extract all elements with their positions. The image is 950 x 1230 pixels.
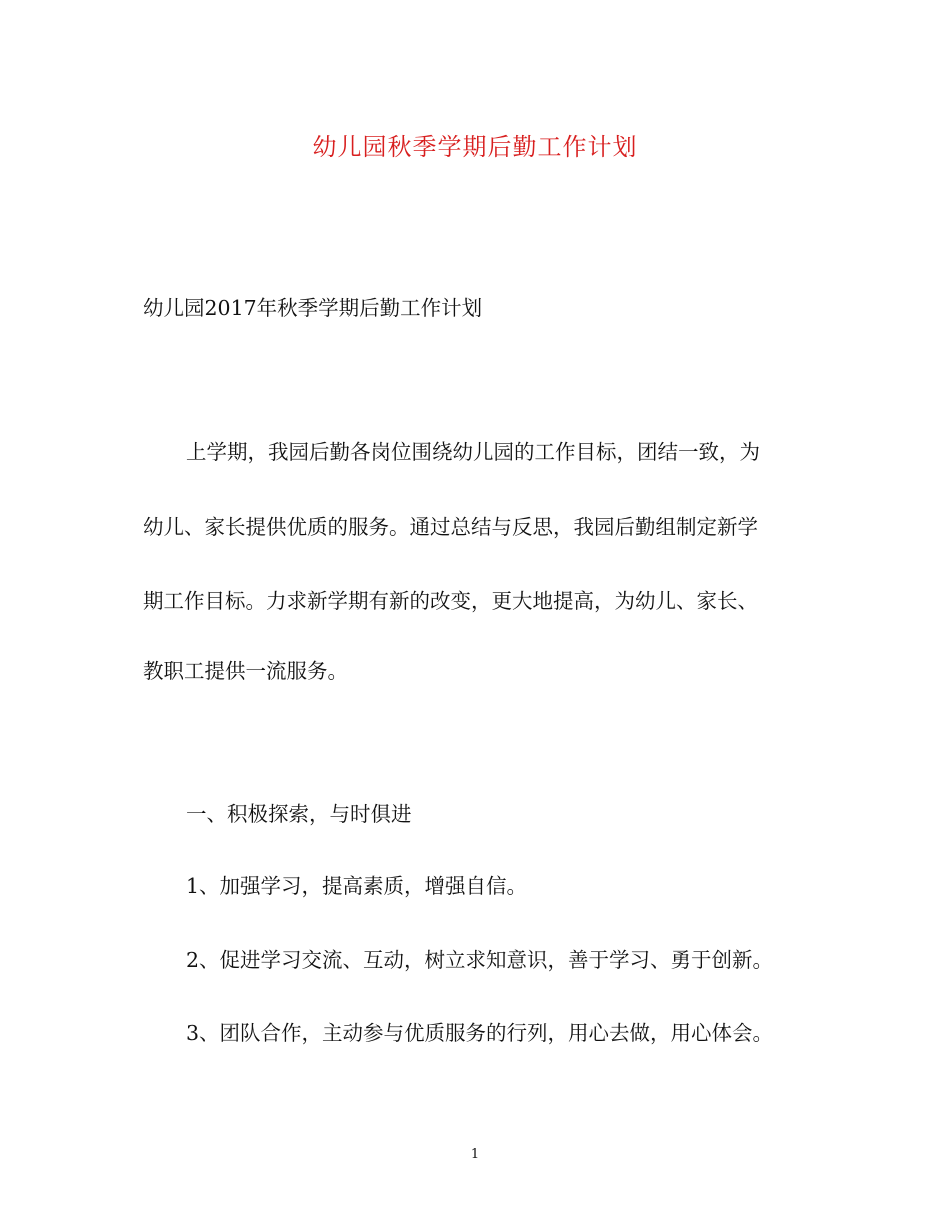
intro-line-3: 期工作目标。力求新学期有新的改变，更大地提高，为幼儿、家长、 xyxy=(143,589,758,613)
list-item-1: 1、加强学习，提高素质，增强自信。 xyxy=(186,874,528,898)
page-number: 1 xyxy=(470,1147,480,1162)
list-item-2: 2、促进学习交流、互动，树立求知意识，善于学习、勇于创新。 xyxy=(186,948,774,972)
section-heading: 一、积极探索，与时俱进 xyxy=(186,802,412,826)
intro-line-1: 上学期，我园后勤各岗位围绕幼儿园的工作目标，团结一致，为 xyxy=(186,440,760,464)
intro-line-2: 幼儿、家长提供优质的服务。通过总结与反思，我园后勤组制定新学 xyxy=(143,515,758,539)
list-item-3: 3、团队合作，主动参与优质服务的行列，用心去做，用心体会。 xyxy=(186,1021,774,1045)
intro-line-4: 教职工提供一流服务。 xyxy=(143,659,348,683)
document-title: 幼儿园秋季学期后勤工作计划 xyxy=(312,133,638,161)
document-subtitle: 幼儿园2017年秋季学期后勤工作计划 xyxy=(143,296,483,320)
